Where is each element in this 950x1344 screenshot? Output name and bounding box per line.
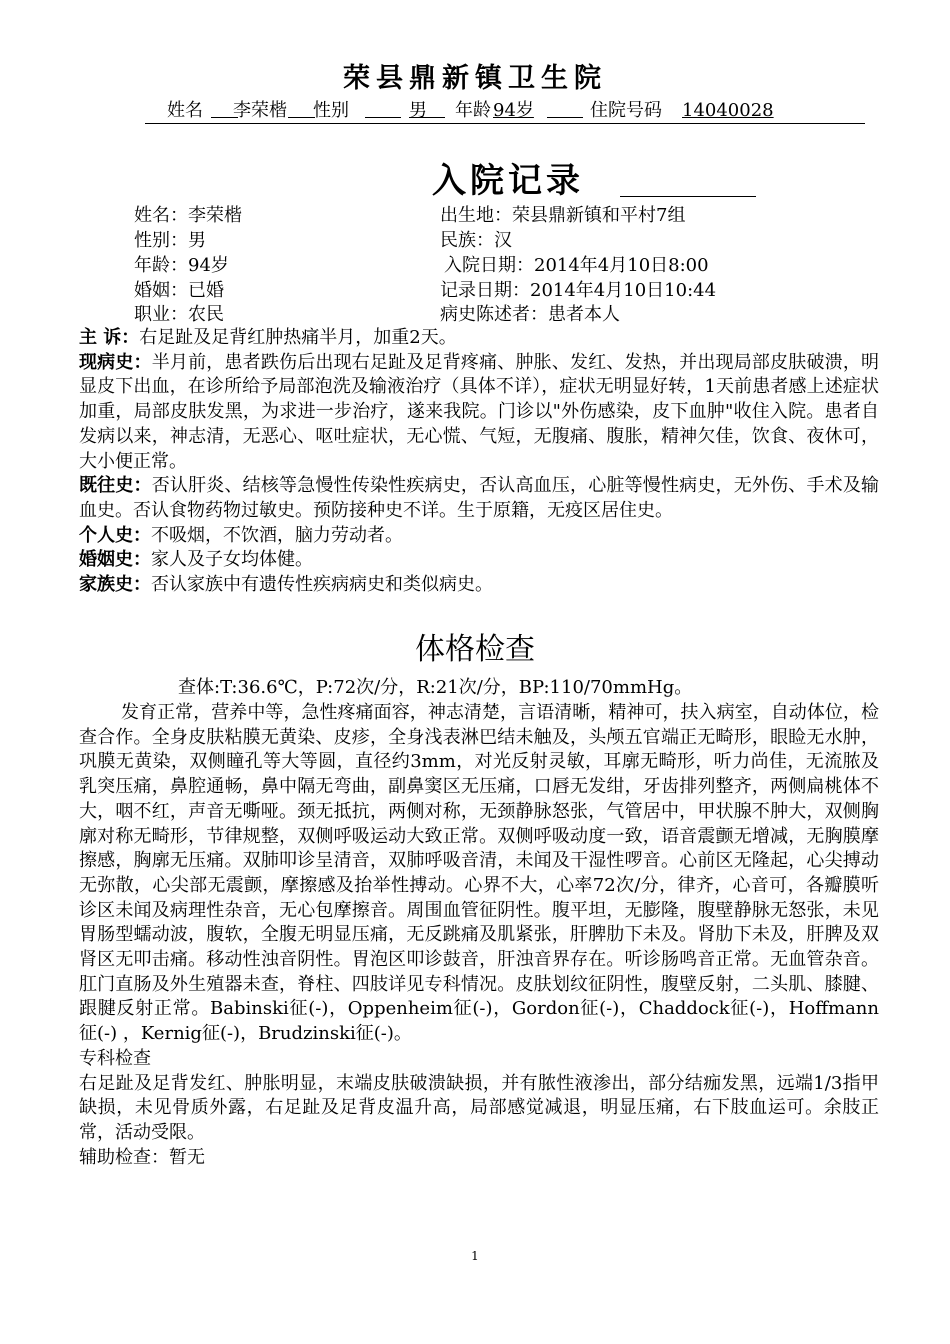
info-name: 姓名：李荣楷 [134,205,242,226]
info-narrator: 病史陈述者：患者本人 [440,304,620,325]
personal-history [79,524,879,549]
header-sex-underline-tail [427,99,445,123]
marital-history [79,548,879,573]
chief-complaint-label: 主 诉： [79,327,140,348]
past-history-text: 否认肝炎、结核等急慢性传染性疾病史，否认高血压，心脏等慢性病史，无外伤、手术及输血史。否认食物药物过敏史。预防接种史不详。生于原籍，无疫区居住史。 [79,475,880,521]
chief-complaint [79,326,879,351]
patient-header-line [145,99,865,124]
general-exam-text: 发育正常，营养中等，急性疼痛面容，神志清楚，言语清晰，精神可，扶入病室，自动体位，检查合作。全身皮肤粘膜无黄染、皮疹，全身浅表淋巴结未触及，头颅五官端正无畸形，眼睑无水肿，巩膜无黄染，双侧瞳孔等大等圆，直径约3mm，对光反射灵敏，耳廓无畸形，听力尚佳，无流脓及乳突压痛，鼻腔通畅，鼻中隔无弯曲，副鼻窦区无压痛，口唇无发绀，牙齿排列整齐，两侧扁桃体不大，咽不红，声音无嘶哑。颈无抵抗，两侧对称，无颈静脉怒张，气管居中，甲状腺不肿大，双侧胸廓对称无畸形，节律规整，双侧呼吸运动大致正常。双侧呼吸动度一致，语音震颤无增减，无胸膜摩擦感，胸廓无压痛。双肺叩诊呈清音，双肺呼吸音清，未闻及干湿性啰音。心前区无隆起，心尖搏动无弥散，心尖部无震颤，摩擦感及抬举性搏动。心界不大，心率72次/分，律齐，心音可，各瓣膜听诊区未闻及病理性杂音，无心包摩擦音。周围血管征阴性。腹平坦，无膨隆，腹壁静脉无怒张，未见胃肠型蠕动波，腹软，全腹无明显压痛，无反跳痛及肌紧张，肝脾肋下未及。肾肋下未及，肝脾及双肾区无叩击痛。移动性浊音阴性。胃泡区叩诊鼓音，肝浊音界存在。听诊肠鸣音正常。无血管杂音。肛门直肠及外生殖器未查，脊柱、四肢详见专科情况。皮肤划纹征阴性，腹壁反射，二头肌、膝腱、跟腱反射正常。Babinski征(-)，Oppenheim征(-)，Gordon征(-)，Chaddock征(-)，Hoffmann征(-) ，Kernig征(-)，Brudzinski征(-)。 [79,702,879,1045]
hospital-name: 荣县鼎新镇卫生院 [343,63,607,94]
family-history-label: 家族史： [79,574,151,596]
family-history-text: 否认家族中有遗传性疾病病史和类似病史。 [151,574,493,596]
document-title: 入院记录 [432,161,584,201]
specialty-exam-text: 右足趾及足背发红、肿胀明显，末端皮肤破溃缺损，并有脓性液渗出，部分结痂发黑，远端1/3指甲缺损，未见骨质外露，右足趾及足背皮温升高，局部感觉减退，明显压痛，右下肢血运可。余肢正常，活动受限。 [79,1072,879,1143]
physical-exam-heading: 体格检查 [415,632,535,667]
info-marriage: 婚姻：已婚 [134,280,224,301]
header-admission-no-label: 住院号码 [590,100,662,121]
info-occupation: 职业：农民 [134,304,224,325]
info-admission-date: 入院日期：2014年4月10日8:00 [444,255,709,276]
info-birthplace: 出生地：荣县鼎新镇和平村7组 [440,205,686,226]
header-name-label: 姓名 [167,100,203,121]
page-number: 1 [471,1249,479,1263]
header-name-value: 李荣楷 [233,100,287,121]
past-history [79,474,879,523]
auxiliary-exam: 辅助检查：暂无 [79,1146,205,1168]
past-history-label: 既往史： [79,475,152,497]
present-illness-text: 半月前，患者跌伤后出现右足趾及足背疼痛、肿胀、发红、发热，并出现局部皮肤破溃，明显皮下出血，在诊所给予局部泡洗及输液治疗（具体不详），症状无明显好转，1天前患者感上述症状加重，局部皮肤发黑，为求进一步治疗，遂来我院。门诊以"外伤感染，皮下血肿"收住入院。患者自发病以来，神志清，无恶心、呕吐症状，无心慌、气短，无腹痛、腹胀，精神欠佳，饮食、夜休可，大小便正常。 [79,351,880,472]
exam-section [79,701,879,1170]
personal-history-text: 不吸烟，不饮酒，脑力劳动者。 [151,524,403,546]
header-age-label: 年龄 [455,100,491,121]
header-admission-no-value: 14040028 [682,100,774,121]
header-sex-value: 男 [409,100,427,121]
marital-history-text: 家人及子女均体健。 [151,549,313,571]
title-rule [620,196,756,197]
chief-complaint-text: 右足趾及足背红肿热痛半月，加重2天。 [139,327,457,348]
header-sex-label: 性别 [313,100,349,121]
header-age-value: 94岁 [493,100,534,121]
present-illness-label: 现病史： [79,351,152,373]
header-age-underline-tail [547,99,583,123]
personal-history-label: 个人史： [79,524,151,546]
marital-history-label: 婚姻史： [79,549,151,571]
header-name-underline-tail [288,99,315,123]
present-illness [79,351,879,475]
history-section [79,326,879,598]
family-history [79,573,879,598]
info-ethnicity: 民族：汉 [440,230,512,251]
info-age: 年龄：94岁 [134,255,229,276]
header-sex-underline [365,99,401,123]
info-record-date: 记录日期：2014年4月10日10:44 [440,280,717,301]
vital-signs: 查体:T:36.6℃，P:72次/分，R:21次/分，BP:110/70mmHg。 [178,677,693,698]
info-sex: 性别：男 [134,230,206,251]
specialty-exam-label: 专科检查 [79,1047,151,1069]
